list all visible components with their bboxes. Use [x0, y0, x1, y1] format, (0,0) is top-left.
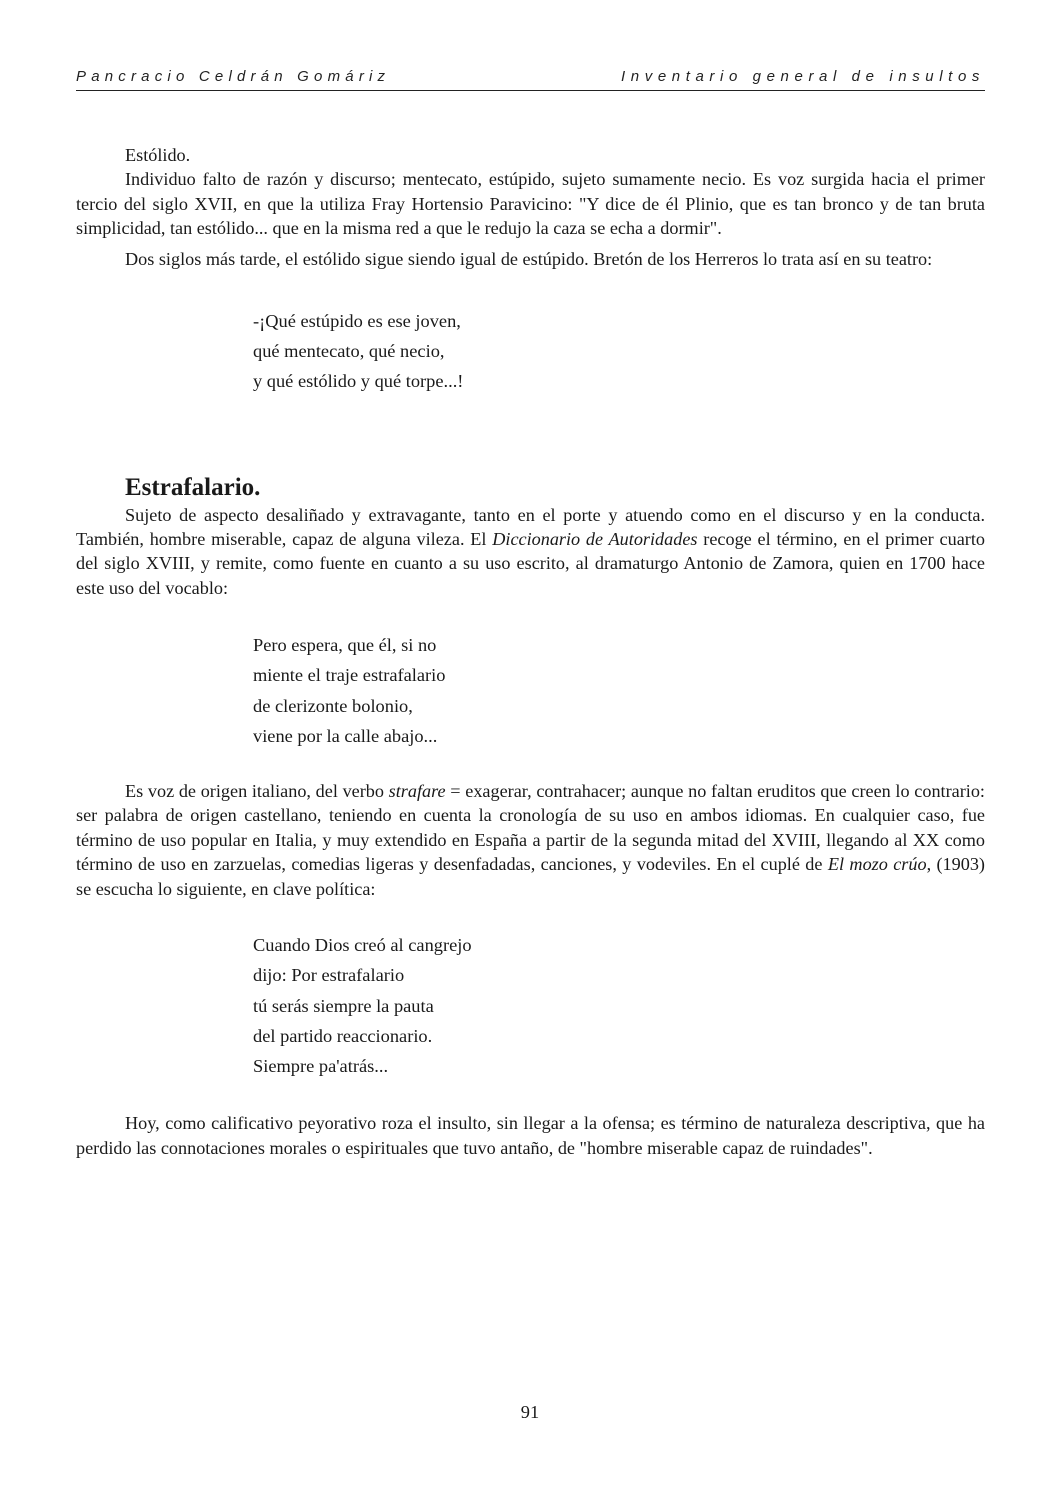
entry-heading-estrafalario: Estrafalario.: [125, 473, 261, 501]
verse-line: Cuando Dios creó al cangrejo: [253, 935, 472, 956]
verse-line: viene por la calle abajo...: [253, 725, 438, 746]
verse-line: qué mentecato, qué necio,: [253, 341, 445, 362]
header-book-title: Inventario general de insultos: [621, 68, 985, 85]
italic-term: strafare: [388, 781, 446, 802]
running-header: [76, 68, 985, 91]
italic-title: Diccionario de Autoridades: [492, 529, 698, 550]
verse-line: Siempre pa'atrás...: [253, 1055, 389, 1076]
verse-line: Pero espera, que él, si no: [253, 635, 437, 656]
verse-line: y qué estólido y qué torpe...!: [253, 371, 464, 392]
page-body: [76, 143, 985, 1160]
verse-line: dijo: Por estrafalario: [253, 965, 405, 986]
verse-line: de clerizonte bolonio,: [253, 695, 413, 716]
verse-line: tú serás siempre la pauta: [253, 995, 434, 1016]
verse-quote: [253, 630, 985, 751]
verse-line: -¡Qué estúpido es ese joven,: [253, 311, 461, 332]
paragraph: Individuo falto de razón y discurso; mentecato, estúpido, sujeto sumamente necio. Es voz surgida hacia el primer tercio del siglo XVII, en que la utiliza Fray Hortensio Paravicino: "Y dice de él Plinio, que es tan bronco y de tan bruta simplicidad, tan estólido... que en la misma red a que le redujo la caza se echa a dormir".: [76, 169, 985, 239]
verse-line: miente el traje estrafalario: [253, 665, 446, 686]
entry-term-estolido: Estólido.: [125, 145, 191, 165]
italic-title: El mozo crúo: [827, 854, 927, 875]
header-author: Pancracio Celdrán Gomáriz: [76, 68, 391, 85]
paragraph: Sujeto de aspecto desaliñado y extravagante, tanto en el porte y atuendo como en el discurso y en la conducta. También, hombre miserable, capaz de alguna vileza. El Diccionario de Autoridades recoge el término, en el primer cuarto del siglo XVIII, y remite, como fuente en cuanto a su uso escrito, al dramaturgo Antonio de Zamora, quien en 1700 hace este uso del vocablo:: [76, 504, 985, 598]
paragraph: Es voz de origen italiano, del verbo strafare = exagerar, contrahacer; aunque no faltan eruditos que creen lo contrario: ser palabra de origen castellano, teniendo en cuenta la cronología de su uso en ambos idiomas. En cualquier caso, fue término de uso popular en Italia, y muy extendido en España a partir de la segunda mitad del XVIII, llegando al XX como término de uso en zarzuelas, comedias ligeras y desenfadadas, canciones, y vodeviles. En el cuplé de El mozo crúo, (1903) se escucha lo siguiente, en clave política:: [76, 781, 985, 899]
page-number: 91: [520, 1402, 540, 1422]
verse-quote: [253, 306, 985, 397]
verse-quote: [253, 930, 985, 1081]
paragraph: Hoy, como calificativo peyorativo roza el insulto, sin llegar a la ofensa; es término de naturaleza descriptiva, que ha perdido las connotaciones morales o espirituales que tuvo antaño, de "hombre miserable capaz de ruindades".: [76, 1113, 985, 1158]
paragraph: Dos siglos más tarde, el estólido sigue siendo igual de estúpido. Bretón de los Herreros lo trata así en su teatro:: [125, 248, 933, 269]
verse-line: del partido reaccionario.: [253, 1025, 433, 1046]
